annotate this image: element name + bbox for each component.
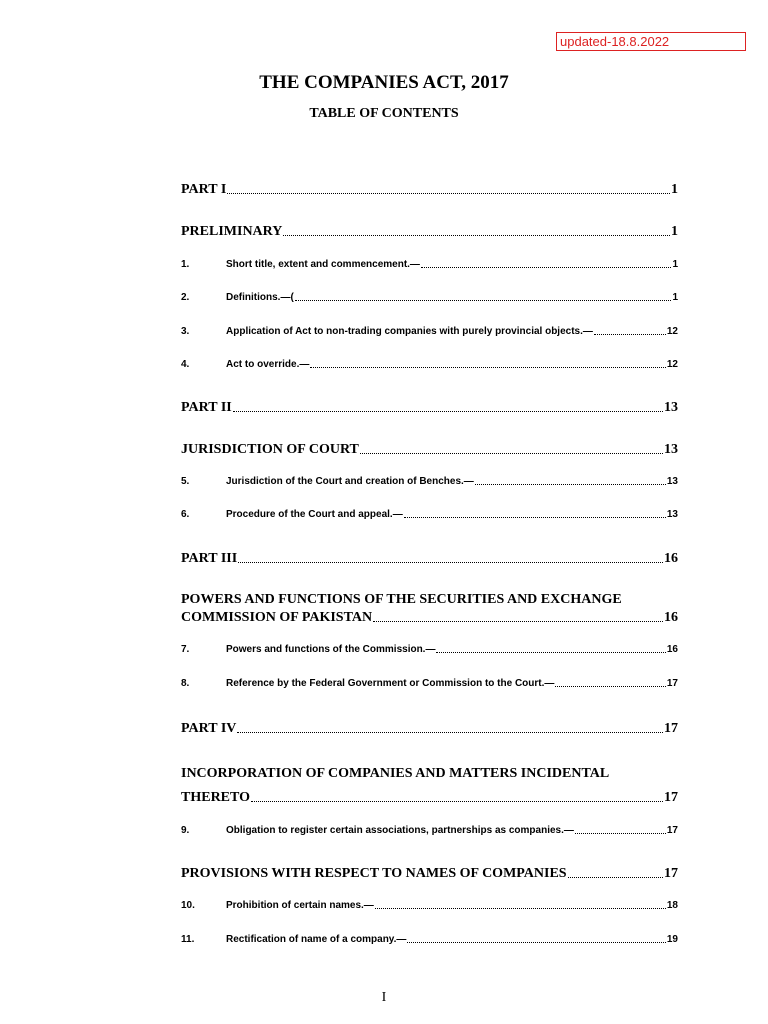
document-title: THE COMPANIES ACT, 2017 (259, 72, 509, 93)
dot-leader (295, 300, 672, 301)
dot-leader (375, 908, 666, 909)
toc-page-number: 13 (664, 400, 678, 415)
dot-leader (233, 411, 663, 412)
toc-entry-jurisdiction[interactable] (181, 442, 678, 458)
toc-entry-section-11[interactable] (181, 934, 678, 945)
toc-heading: TABLE OF CONTENTS (309, 106, 459, 121)
toc-entry-incorporation[interactable] (181, 790, 678, 806)
toc-entry-title: Act to override.— (226, 359, 310, 370)
dot-leader (436, 652, 665, 653)
toc-entry-title: COMMISSION OF PAKISTAN (181, 610, 373, 625)
toc-entry-section-3[interactable] (181, 326, 678, 337)
section-number: 10. (181, 900, 195, 911)
toc-entry-title: Obligation to register certain associations, partnerships as companies.— (226, 825, 574, 836)
toc-entry-title: Powers and functions of the Commission.— (226, 644, 436, 655)
section-number: 7. (181, 644, 190, 655)
toc-entry-section-1[interactable] (181, 259, 678, 270)
toc-page-number: 13 (666, 476, 678, 487)
toc-entry-names-provisions[interactable] (181, 866, 678, 882)
toc-page-number: 12 (666, 326, 678, 337)
section-number: 11. (181, 934, 195, 945)
toc-entry-title: Application of Act to non-trading companies with purely provincial objects.— (226, 326, 593, 337)
toc-entry-preliminary[interactable] (181, 224, 678, 240)
toc-page-number: 1 (672, 292, 678, 303)
toc-page-number: 13 (664, 442, 678, 457)
section-number: 6. (181, 509, 190, 520)
toc-page-number: 16 (664, 610, 678, 625)
toc-entry-section-9[interactable] (181, 825, 678, 836)
toc-page-number: 16 (664, 551, 678, 566)
dot-leader (407, 942, 665, 943)
section-number: 1. (181, 259, 190, 270)
toc-entry-title: Prohibition of certain names.— (226, 900, 374, 911)
dot-leader (404, 517, 666, 518)
dot-leader (575, 833, 666, 834)
toc-page-number: 19 (666, 934, 678, 945)
dot-leader (475, 484, 666, 485)
toc-page-number: 12 (666, 359, 678, 370)
toc-page-number: 18 (666, 900, 678, 911)
toc-entry-part-1[interactable] (181, 182, 678, 198)
toc-entry-incorporation-line1: INCORPORATION OF COMPANIES AND MATTERS INCIDENTAL (181, 766, 610, 781)
dot-leader (594, 334, 666, 335)
dot-leader (251, 801, 663, 802)
toc-entry-part-4[interactable] (181, 721, 678, 737)
toc-page-number: 17 (666, 678, 678, 689)
toc-entry-title: PART IV (181, 721, 237, 736)
toc-page-number: 1 (671, 224, 678, 239)
section-number: 3. (181, 326, 190, 337)
toc-entry-section-5[interactable] (181, 476, 678, 487)
dot-leader (360, 453, 663, 454)
section-number: 9. (181, 825, 190, 836)
toc-entry-section-10[interactable] (181, 900, 678, 911)
toc-entry-powers-functions[interactable] (181, 610, 678, 626)
toc-entry-title: THERETO (181, 790, 250, 805)
toc-entry-title: PART III (181, 551, 238, 566)
toc-entry-section-6[interactable] (181, 509, 678, 520)
dot-leader (310, 367, 666, 368)
toc-entry-section-4[interactable] (181, 359, 678, 370)
toc-entry-part-3[interactable] (181, 551, 678, 567)
section-number: 2. (181, 292, 190, 303)
dot-leader (373, 621, 663, 622)
toc-page-number: 17 (664, 866, 678, 881)
toc-entry-title: Short title, extent and commencement.— (226, 259, 420, 270)
toc-entry-section-8[interactable] (181, 678, 678, 689)
toc-page-number: 13 (666, 509, 678, 520)
toc-entry-part-2[interactable] (181, 400, 678, 416)
toc-entry-title: PROVISIONS WITH RESPECT TO NAMES OF COMPANIES (181, 866, 567, 881)
toc-page-number: 17 (664, 790, 678, 805)
toc-entry-title: PART II (181, 400, 232, 415)
dot-leader (283, 235, 670, 236)
toc-page-number: 16 (666, 644, 678, 655)
dot-leader (568, 877, 663, 878)
toc-entry-title: PRELIMINARY (181, 224, 283, 239)
toc-page-number: 17 (666, 825, 678, 836)
toc-entry-powers-line1: POWERS AND FUNCTIONS OF THE SECURITIES AND EXCHANGE (181, 592, 622, 607)
page-footer-number: I (381, 990, 387, 1005)
toc-entry-title: Procedure of the Court and appeal.— (226, 509, 403, 520)
section-number: 8. (181, 678, 190, 689)
toc-entry-title: Rectification of name of a company.— (226, 934, 407, 945)
toc-entry-section-2[interactable] (181, 292, 678, 303)
dot-leader (555, 686, 665, 687)
toc-page-number: 1 (672, 259, 678, 270)
section-number: 5. (181, 476, 190, 487)
toc-entry-title: Jurisdiction of the Court and creation of Benches.— (226, 476, 474, 487)
toc-entry-title: JURISDICTION OF COURT (181, 442, 359, 457)
toc-page-number: 1 (671, 182, 678, 197)
toc-entry-section-7[interactable] (181, 644, 678, 655)
toc-page-number: 17 (664, 721, 678, 736)
toc-entry-title: Definitions.—( (226, 292, 294, 303)
toc-entry-title: Reference by the Federal Government or Commission to the Court.— (226, 678, 555, 689)
dot-leader (227, 193, 670, 194)
dot-leader (237, 732, 663, 733)
toc-entry-title: PART I (181, 182, 227, 197)
dot-leader (421, 267, 672, 268)
updated-stamp: updated-18.8.2022 (556, 32, 746, 51)
dot-leader (238, 562, 663, 563)
section-number: 4. (181, 359, 190, 370)
